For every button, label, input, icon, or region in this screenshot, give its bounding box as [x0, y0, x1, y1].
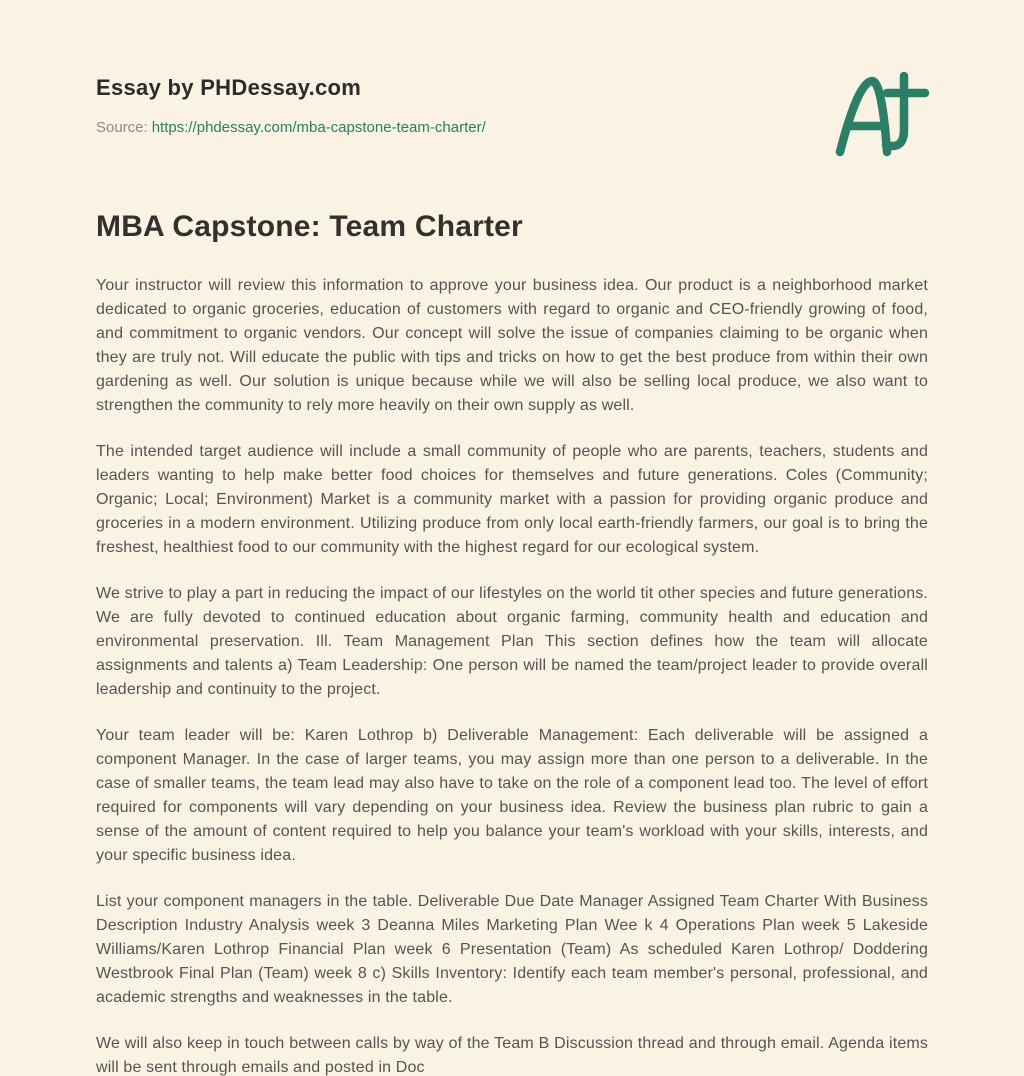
source-line	[96, 119, 486, 136]
source-link[interactable]: https://phdessay.com/mba-capstone-team-charter/	[151, 119, 486, 136]
essay-paragraph-1: Your instructor will review this information to approve your business idea. Our product is a neighborhood market dedicated to organic groceries, education of customers with regard to organic and CEO-friendly growing of food, and commitment to organic vendors. Our concept will solve the issue of companies claiming to be organic when they are truly not. Will educate the public with tips and tricks on how to get the best produce from within their own gardening as well. Our solution is unique because while we will also be selling local produce, we also want to strengthen the community to rely more heavily on their own supply as well.	[96, 277, 928, 414]
essay-content	[96, 210, 928, 1076]
phdessay-monogram-icon	[832, 68, 932, 163]
essay-paragraph-2: The intended target audience will include a small community of people who are parents, teachers, students and leaders wanting to help make better food choices for themselves and future generations. Coles (Community; Organic; Local; Environment) Market is a community market with a passion for providing organic produce and groceries in a modern environment. Utilizing produce from only local earth-friendly farmers, our goal is to bring the freshest, healthiest food to our community with the highest regard for our ecological system.	[96, 443, 928, 556]
byline: Essay by PHDessay.com	[96, 75, 362, 100]
source-label: Source:	[96, 119, 148, 136]
page-header	[96, 75, 928, 136]
essay-paragraph-5: List your component managers in the table. Deliverable Due Date Manager Assigned Team Charter With Business Description Industry Analysis week 3 Deanna Miles Marketing Plan Wee k 4 Operations Plan week 5 Lakeside Williams/Karen Lothrop Financial Plan week 6 Presentation (Team) As scheduled Karen Lothrop/ Doddering Westbrook Final Plan (Team) week 8 c) Skills Inventory: Identify each team member's personal, professional, and academic strengths and weaknesses in the table.	[96, 893, 928, 1006]
header-text-block	[96, 75, 486, 136]
essay-paragraph-6: We will also keep in touch between calls by way of the Team B Discussion thread and through email. Agenda items will be sent through emails and posted in Doc	[96, 1035, 928, 1076]
essay-title: MBA Capstone: Team Charter	[96, 210, 523, 243]
essay-body	[96, 274, 928, 1076]
essay-paragraph-3: We strive to play a part in reducing the impact of our lifestyles on the world tit other species and future generations. We are fully devoted to continued education about organic farming, community health and education and environmental preservation. Ill. Team Management Plan This section defines how the team will allocate assignments and talents a) Team Leadership: One person will be named the team/project leader to provide overall leadership and continuity to the project.	[96, 585, 928, 698]
essay-paragraph-4: Your team leader will be: Karen Lothrop b) Deliverable Management: Each deliverable will be assigned a component Manager. In the case of larger teams, you may assign more than one person to a deliverable. In the case of smaller teams, the team lead may also have to take on the role of a component lead too. The level of effort required for components will vary depending on your business idea. Review the business plan rubric to gain a sense of the amount of content required to help you balance your team's workload with your skills, interests, and your specific business idea.	[96, 727, 928, 864]
phdessay-logo	[832, 68, 932, 163]
